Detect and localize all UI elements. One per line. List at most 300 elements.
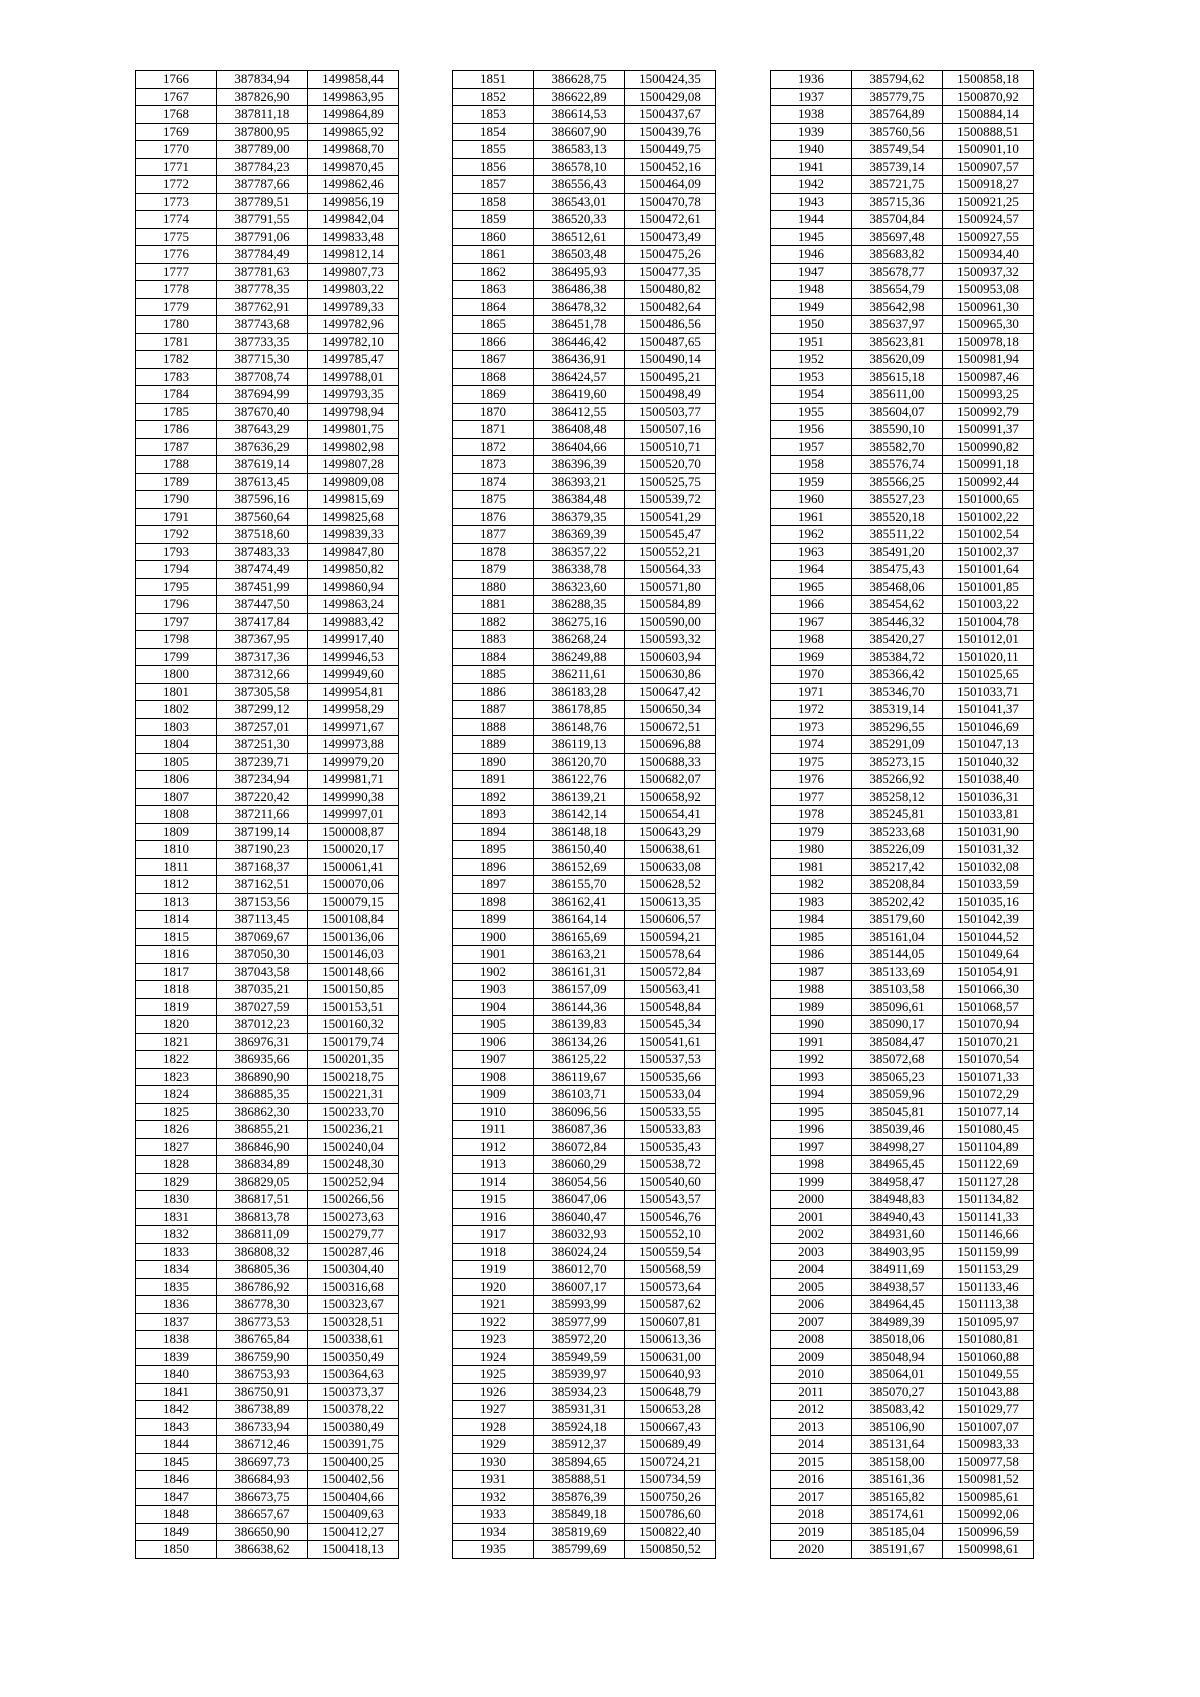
point-number-cell: 2018: [771, 1506, 852, 1524]
table-row: [136, 1051, 399, 1069]
y-coordinate-cell: 1499862,46: [308, 176, 399, 194]
y-coordinate-cell: 1499785,47: [308, 351, 399, 369]
y-coordinate-cell: 1500233,70: [308, 1103, 399, 1121]
x-coordinate-cell: 387800,95: [217, 123, 308, 141]
x-coordinate-cell: 386813,78: [217, 1208, 308, 1226]
table-row: [453, 1401, 716, 1419]
table-row: [453, 998, 716, 1016]
point-number-cell: 2015: [771, 1453, 852, 1471]
y-coordinate-cell: 1500628,52: [625, 876, 716, 894]
x-coordinate-cell: 384964,45: [852, 1296, 943, 1314]
point-number-cell: 1836: [136, 1296, 217, 1314]
x-coordinate-cell: 387694,99: [217, 386, 308, 404]
x-coordinate-cell: 386161,31: [534, 963, 625, 981]
x-coordinate-cell: 386288,35: [534, 596, 625, 614]
y-coordinate-cell: 1501002,22: [943, 508, 1034, 526]
y-coordinate-cell: 1501080,81: [943, 1331, 1034, 1349]
table-row: [771, 1418, 1034, 1436]
x-coordinate-cell: 385888,51: [534, 1471, 625, 1489]
y-coordinate-cell: 1501049,55: [943, 1366, 1034, 1384]
x-coordinate-cell: 385924,18: [534, 1418, 625, 1436]
x-coordinate-cell: 387834,94: [217, 71, 308, 89]
point-number-cell: 1831: [136, 1208, 217, 1226]
x-coordinate-cell: 387784,23: [217, 158, 308, 176]
y-coordinate-cell: 1501031,32: [943, 841, 1034, 859]
table-row: [136, 263, 399, 281]
table-row: [136, 1086, 399, 1104]
point-number-cell: 1981: [771, 858, 852, 876]
table-row: [453, 473, 716, 491]
y-coordinate-cell: 1500981,52: [943, 1471, 1034, 1489]
point-number-cell: 1812: [136, 876, 217, 894]
y-coordinate-cell: 1500477,35: [625, 263, 716, 281]
y-coordinate-cell: 1500482,64: [625, 298, 716, 316]
table-row: [453, 1068, 716, 1086]
x-coordinate-cell: 386885,35: [217, 1086, 308, 1104]
point-number-cell: 1899: [453, 911, 534, 929]
x-coordinate-cell: 387168,37: [217, 858, 308, 876]
point-number-cell: 2014: [771, 1436, 852, 1454]
point-number-cell: 1921: [453, 1296, 534, 1314]
x-coordinate-cell: 385096,61: [852, 998, 943, 1016]
point-number-cell: 1900: [453, 928, 534, 946]
y-coordinate-cell: 1500953,08: [943, 281, 1034, 299]
x-coordinate-cell: 386583,13: [534, 141, 625, 159]
table-row: [136, 1156, 399, 1174]
x-coordinate-cell: 385346,70: [852, 683, 943, 701]
x-coordinate-cell: 386759,90: [217, 1348, 308, 1366]
point-number-cell: 1971: [771, 683, 852, 701]
x-coordinate-cell: 387778,35: [217, 281, 308, 299]
point-number-cell: 1893: [453, 806, 534, 824]
y-coordinate-cell: 1500008,87: [308, 823, 399, 841]
point-number-cell: 1826: [136, 1121, 217, 1139]
coordinates-table-1: [135, 70, 399, 1559]
point-number-cell: 1909: [453, 1086, 534, 1104]
x-coordinate-cell: 385090,17: [852, 1016, 943, 1034]
point-number-cell: 1792: [136, 526, 217, 544]
table-row: [136, 806, 399, 824]
table-row: [771, 421, 1034, 439]
x-coordinate-cell: 385949,59: [534, 1348, 625, 1366]
table-row: [136, 753, 399, 771]
x-coordinate-cell: 385623,81: [852, 333, 943, 351]
x-coordinate-cell: 387317,36: [217, 648, 308, 666]
x-coordinate-cell: 386012,70: [534, 1261, 625, 1279]
point-number-cell: 1906: [453, 1033, 534, 1051]
x-coordinate-cell: 385511,22: [852, 526, 943, 544]
x-coordinate-cell: 385158,00: [852, 1453, 943, 1471]
table-row: [771, 631, 1034, 649]
y-coordinate-cell: 1500587,62: [625, 1296, 716, 1314]
y-coordinate-cell: 1500543,57: [625, 1191, 716, 1209]
y-coordinate-cell: 1500439,76: [625, 123, 716, 141]
y-coordinate-cell: 1500545,47: [625, 526, 716, 544]
x-coordinate-cell: 386556,43: [534, 176, 625, 194]
point-number-cell: 1999: [771, 1173, 852, 1191]
table-row: [136, 1033, 399, 1051]
y-coordinate-cell: 1500409,63: [308, 1506, 399, 1524]
table-row: [453, 246, 716, 264]
x-coordinate-cell: 385876,39: [534, 1488, 625, 1506]
point-number-cell: 1801: [136, 683, 217, 701]
point-number-cell: 1809: [136, 823, 217, 841]
point-number-cell: 1926: [453, 1383, 534, 1401]
y-coordinate-cell: 1500990,82: [943, 438, 1034, 456]
y-coordinate-cell: 1501134,82: [943, 1191, 1034, 1209]
point-number-cell: 1802: [136, 701, 217, 719]
x-coordinate-cell: 387613,45: [217, 473, 308, 491]
table-row: [453, 1471, 716, 1489]
table-row: [453, 683, 716, 701]
table-row: [771, 543, 1034, 561]
point-number-cell: 1878: [453, 543, 534, 561]
y-coordinate-cell: 1500672,51: [625, 718, 716, 736]
y-coordinate-cell: 1499798,94: [308, 403, 399, 421]
table-row: [453, 1086, 716, 1104]
x-coordinate-cell: 387743,68: [217, 316, 308, 334]
y-coordinate-cell: 1500921,25: [943, 193, 1034, 211]
y-coordinate-cell: 1500503,77: [625, 403, 716, 421]
x-coordinate-cell: 385446,32: [852, 613, 943, 631]
table-row: [453, 928, 716, 946]
point-number-cell: 1839: [136, 1348, 217, 1366]
table-row: [136, 1383, 399, 1401]
y-coordinate-cell: 1501040,32: [943, 753, 1034, 771]
table-row: [771, 123, 1034, 141]
x-coordinate-cell: 385420,27: [852, 631, 943, 649]
table-row: [771, 788, 1034, 806]
table-row: [771, 491, 1034, 509]
table-row: [771, 386, 1034, 404]
y-coordinate-cell: 1499782,10: [308, 333, 399, 351]
table-row: [453, 1348, 716, 1366]
point-number-cell: 1780: [136, 316, 217, 334]
y-coordinate-cell: 1501072,29: [943, 1086, 1034, 1104]
table-row: [136, 211, 399, 229]
x-coordinate-cell: 386125,22: [534, 1051, 625, 1069]
x-coordinate-cell: 385520,18: [852, 508, 943, 526]
table-row: [771, 1383, 1034, 1401]
point-number-cell: 1990: [771, 1016, 852, 1034]
point-number-cell: 1969: [771, 648, 852, 666]
table-row: [136, 246, 399, 264]
table-row: [771, 613, 1034, 631]
y-coordinate-cell: 1500991,37: [943, 421, 1034, 439]
x-coordinate-cell: 384931,60: [852, 1226, 943, 1244]
y-coordinate-cell: 1501043,88: [943, 1383, 1034, 1401]
table-row: [136, 1436, 399, 1454]
y-coordinate-cell: 1500850,52: [625, 1541, 716, 1559]
point-number-cell: 1819: [136, 998, 217, 1016]
table-row: [453, 193, 716, 211]
y-coordinate-cell: 1500218,75: [308, 1068, 399, 1086]
y-coordinate-cell: 1500338,61: [308, 1331, 399, 1349]
table-row: [771, 71, 1034, 89]
point-number-cell: 2005: [771, 1278, 852, 1296]
x-coordinate-cell: 387560,64: [217, 508, 308, 526]
point-number-cell: 1916: [453, 1208, 534, 1226]
table-row: [453, 946, 716, 964]
y-coordinate-cell: 1501038,40: [943, 771, 1034, 789]
x-coordinate-cell: 386054,56: [534, 1173, 625, 1191]
y-coordinate-cell: 1501127,28: [943, 1173, 1034, 1191]
table-row: [453, 228, 716, 246]
y-coordinate-cell: 1500236,21: [308, 1121, 399, 1139]
x-coordinate-cell: 387257,01: [217, 718, 308, 736]
table-row: [771, 106, 1034, 124]
table-row: [453, 141, 716, 159]
table-row: [453, 771, 716, 789]
x-coordinate-cell: 385161,04: [852, 928, 943, 946]
y-coordinate-cell: 1500412,27: [308, 1523, 399, 1541]
x-coordinate-cell: 387050,30: [217, 946, 308, 964]
point-number-cell: 1775: [136, 228, 217, 246]
x-coordinate-cell: 385039,46: [852, 1121, 943, 1139]
y-coordinate-cell: 1500607,81: [625, 1313, 716, 1331]
x-coordinate-cell: 387211,66: [217, 806, 308, 824]
table-row: [771, 1313, 1034, 1331]
y-coordinate-cell: 1499782,96: [308, 316, 399, 334]
table-row: [453, 753, 716, 771]
point-number-cell: 1862: [453, 263, 534, 281]
table-row: [136, 841, 399, 859]
x-coordinate-cell: 386338,78: [534, 561, 625, 579]
x-coordinate-cell: 384940,43: [852, 1208, 943, 1226]
table-row: [453, 736, 716, 754]
y-coordinate-cell: 1499825,68: [308, 508, 399, 526]
point-number-cell: 1989: [771, 998, 852, 1016]
x-coordinate-cell: 386805,36: [217, 1261, 308, 1279]
x-coordinate-cell: 386157,09: [534, 981, 625, 999]
table-row: [136, 1366, 399, 1384]
table-row: [136, 1453, 399, 1471]
y-coordinate-cell: 1499803,22: [308, 281, 399, 299]
point-number-cell: 1838: [136, 1331, 217, 1349]
point-number-cell: 1915: [453, 1191, 534, 1209]
y-coordinate-cell: 1500552,10: [625, 1226, 716, 1244]
x-coordinate-cell: 386684,93: [217, 1471, 308, 1489]
point-number-cell: 1924: [453, 1348, 534, 1366]
point-number-cell: 1910: [453, 1103, 534, 1121]
x-coordinate-cell: 387153,56: [217, 893, 308, 911]
x-coordinate-cell: 386607,90: [534, 123, 625, 141]
point-number-cell: 1845: [136, 1453, 217, 1471]
y-coordinate-cell: 1501070,94: [943, 1016, 1034, 1034]
y-coordinate-cell: 1500983,33: [943, 1436, 1034, 1454]
x-coordinate-cell: 387787,66: [217, 176, 308, 194]
x-coordinate-cell: 385179,60: [852, 911, 943, 929]
table-row: [453, 701, 716, 719]
point-number-cell: 1964: [771, 561, 852, 579]
x-coordinate-cell: 386855,21: [217, 1121, 308, 1139]
table-row: [771, 858, 1034, 876]
table-row: [453, 1226, 716, 1244]
table-row: [771, 1471, 1034, 1489]
x-coordinate-cell: 387299,12: [217, 701, 308, 719]
table-row: [453, 631, 716, 649]
y-coordinate-cell: 1501029,77: [943, 1401, 1034, 1419]
table-row: [771, 1226, 1034, 1244]
x-coordinate-cell: 385018,06: [852, 1331, 943, 1349]
y-coordinate-cell: 1500934,40: [943, 246, 1034, 264]
table-row: [136, 1068, 399, 1086]
table-row: [136, 1506, 399, 1524]
table-row: [136, 631, 399, 649]
table-row: [136, 176, 399, 194]
point-number-cell: 1986: [771, 946, 852, 964]
point-number-cell: 1867: [453, 351, 534, 369]
table-row: [453, 1173, 716, 1191]
point-number-cell: 1787: [136, 438, 217, 456]
table-row: [453, 1016, 716, 1034]
point-number-cell: 1908: [453, 1068, 534, 1086]
y-coordinate-cell: 1500248,30: [308, 1156, 399, 1174]
point-number-cell: 1942: [771, 176, 852, 194]
y-coordinate-cell: 1499858,44: [308, 71, 399, 89]
point-number-cell: 2009: [771, 1348, 852, 1366]
x-coordinate-cell: 386165,69: [534, 928, 625, 946]
table-row: [453, 1523, 716, 1541]
x-coordinate-cell: 386419,60: [534, 386, 625, 404]
table-row: [771, 1243, 1034, 1261]
y-coordinate-cell: 1500507,16: [625, 421, 716, 439]
table-row: [771, 1296, 1034, 1314]
point-number-cell: 2008: [771, 1331, 852, 1349]
x-coordinate-cell: 387417,84: [217, 613, 308, 631]
y-coordinate-cell: 1501071,33: [943, 1068, 1034, 1086]
x-coordinate-cell: 387789,00: [217, 141, 308, 159]
y-coordinate-cell: 1500400,25: [308, 1453, 399, 1471]
y-coordinate-cell: 1500584,89: [625, 596, 716, 614]
point-number-cell: 1962: [771, 526, 852, 544]
y-coordinate-cell: 1501153,29: [943, 1261, 1034, 1279]
point-number-cell: 1842: [136, 1401, 217, 1419]
x-coordinate-cell: 386520,33: [534, 211, 625, 229]
y-coordinate-cell: 1499864,89: [308, 106, 399, 124]
point-number-cell: 1784: [136, 386, 217, 404]
x-coordinate-cell: 385799,69: [534, 1541, 625, 1559]
x-coordinate-cell: 385291,09: [852, 736, 943, 754]
x-coordinate-cell: 385704,84: [852, 211, 943, 229]
point-number-cell: 1828: [136, 1156, 217, 1174]
y-coordinate-cell: 1501003,22: [943, 596, 1034, 614]
table-row: [136, 141, 399, 159]
point-number-cell: 1824: [136, 1086, 217, 1104]
x-coordinate-cell: 384911,69: [852, 1261, 943, 1279]
point-number-cell: 1822: [136, 1051, 217, 1069]
y-coordinate-cell: 1500654,41: [625, 806, 716, 824]
table-row: [136, 578, 399, 596]
point-number-cell: 1894: [453, 823, 534, 841]
point-number-cell: 1873: [453, 456, 534, 474]
x-coordinate-cell: 386119,67: [534, 1068, 625, 1086]
y-coordinate-cell: 1499863,24: [308, 596, 399, 614]
y-coordinate-cell: 1501122,69: [943, 1156, 1034, 1174]
table-row: [771, 1086, 1034, 1104]
y-coordinate-cell: 1500304,40: [308, 1261, 399, 1279]
y-coordinate-cell: 1501041,37: [943, 701, 1034, 719]
x-coordinate-cell: 386638,62: [217, 1541, 308, 1559]
x-coordinate-cell: 385794,62: [852, 71, 943, 89]
point-number-cell: 1835: [136, 1278, 217, 1296]
x-coordinate-cell: 386142,14: [534, 806, 625, 824]
y-coordinate-cell: 1500568,59: [625, 1261, 716, 1279]
table-row: [136, 158, 399, 176]
y-coordinate-cell: 1500696,88: [625, 736, 716, 754]
point-number-cell: 1958: [771, 456, 852, 474]
y-coordinate-cell: 1500653,28: [625, 1401, 716, 1419]
y-coordinate-cell: 1500540,60: [625, 1173, 716, 1191]
point-number-cell: 1895: [453, 841, 534, 859]
table-row: [771, 403, 1034, 421]
x-coordinate-cell: 386148,76: [534, 718, 625, 736]
point-number-cell: 1922: [453, 1313, 534, 1331]
table-row: [771, 176, 1034, 194]
point-number-cell: 1840: [136, 1366, 217, 1384]
point-number-cell: 1967: [771, 613, 852, 631]
point-number-cell: 1788: [136, 456, 217, 474]
table-row: [136, 893, 399, 911]
table-row: [136, 1313, 399, 1331]
y-coordinate-cell: 1500160,32: [308, 1016, 399, 1034]
x-coordinate-cell: 385083,42: [852, 1401, 943, 1419]
table-row: [136, 648, 399, 666]
x-coordinate-cell: 385185,04: [852, 1523, 943, 1541]
y-coordinate-cell: 1500688,33: [625, 753, 716, 771]
point-number-cell: 1875: [453, 491, 534, 509]
table-row: [453, 543, 716, 561]
x-coordinate-cell: 386657,67: [217, 1506, 308, 1524]
y-coordinate-cell: 1500647,42: [625, 683, 716, 701]
table-row: [136, 858, 399, 876]
x-coordinate-cell: 385065,23: [852, 1068, 943, 1086]
point-number-cell: 1960: [771, 491, 852, 509]
point-number-cell: 1860: [453, 228, 534, 246]
table-row: [771, 351, 1034, 369]
x-coordinate-cell: 387113,45: [217, 911, 308, 929]
table-row: [771, 1121, 1034, 1139]
y-coordinate-cell: 1500924,57: [943, 211, 1034, 229]
point-number-cell: 1929: [453, 1436, 534, 1454]
table-row: [136, 1348, 399, 1366]
y-coordinate-cell: 1500221,31: [308, 1086, 399, 1104]
table-row: [453, 526, 716, 544]
point-number-cell: 1879: [453, 561, 534, 579]
point-number-cell: 1912: [453, 1138, 534, 1156]
y-coordinate-cell: 1500689,49: [625, 1436, 716, 1454]
y-coordinate-cell: 1500650,34: [625, 701, 716, 719]
y-coordinate-cell: 1500520,70: [625, 456, 716, 474]
table-row: [136, 1208, 399, 1226]
table-row: [771, 946, 1034, 964]
x-coordinate-cell: 385939,97: [534, 1366, 625, 1384]
x-coordinate-cell: 386393,21: [534, 473, 625, 491]
table-row: [771, 1068, 1034, 1086]
x-coordinate-cell: 386404,66: [534, 438, 625, 456]
point-number-cell: 1974: [771, 736, 852, 754]
table-row: [453, 158, 716, 176]
x-coordinate-cell: 386007,17: [534, 1278, 625, 1296]
table-row: [771, 928, 1034, 946]
x-coordinate-cell: 387733,35: [217, 333, 308, 351]
y-coordinate-cell: 1501141,33: [943, 1208, 1034, 1226]
y-coordinate-cell: 1500373,37: [308, 1383, 399, 1401]
table-row: [771, 1138, 1034, 1156]
x-coordinate-cell: 387784,49: [217, 246, 308, 264]
y-coordinate-cell: 1500996,59: [943, 1523, 1034, 1541]
x-coordinate-cell: 387069,67: [217, 928, 308, 946]
